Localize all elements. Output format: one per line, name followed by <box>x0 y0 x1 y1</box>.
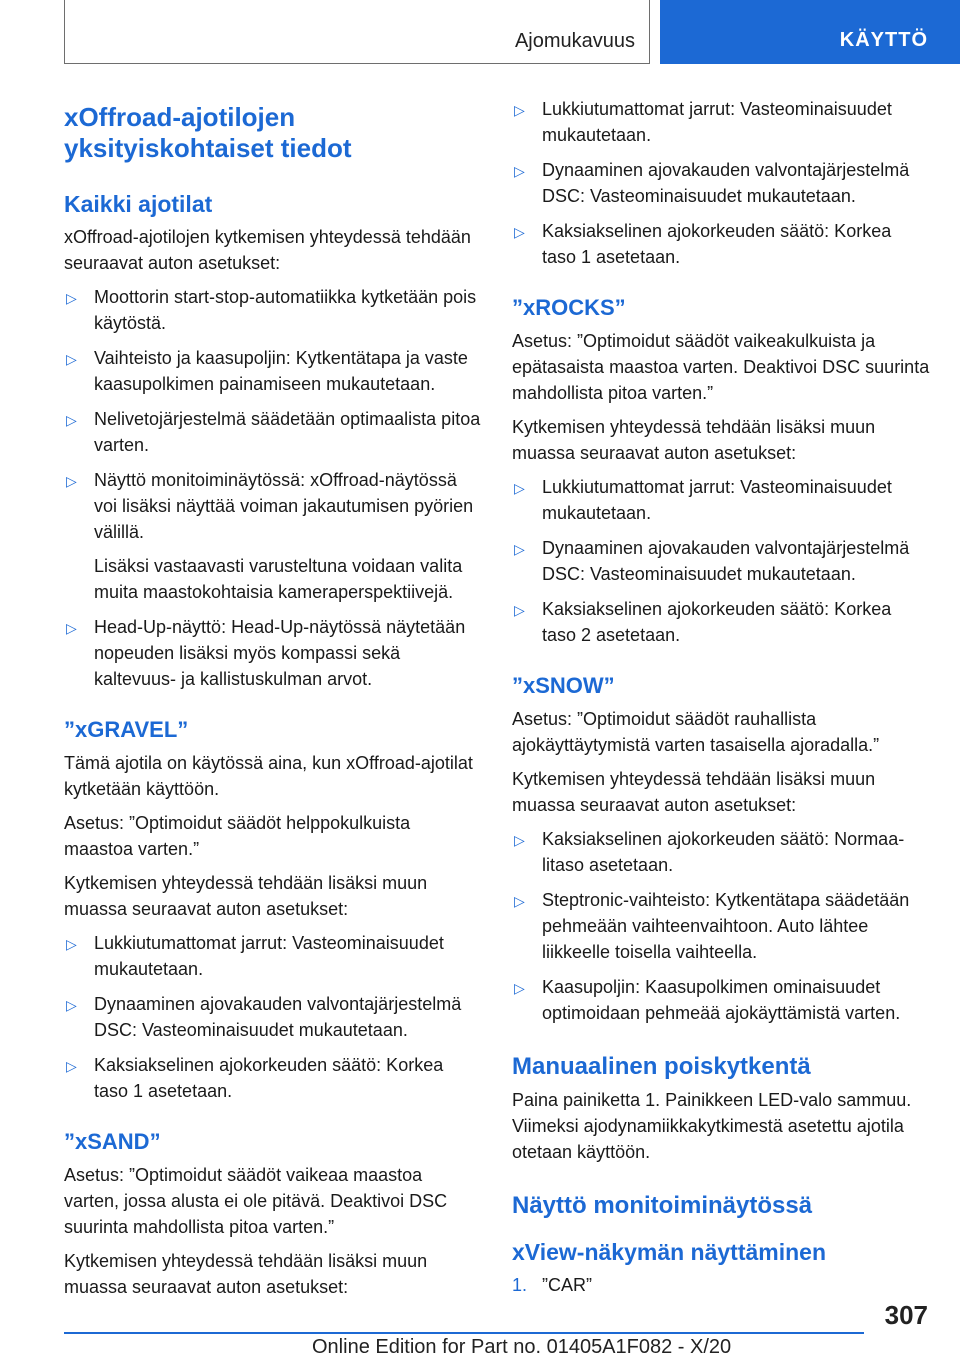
paragraph: Tämä ajotila on käytössä aina, kun xOffroad-ajotilat kytketään käyttöön. <box>64 753 473 799</box>
heading-display: Näyttö monitoiminäytössä <box>512 1192 813 1219</box>
triangle-bullet-icon: ▷ <box>514 832 525 848</box>
left-column <box>64 96 482 1308</box>
list-item <box>64 284 482 336</box>
list-item <box>64 467 482 605</box>
list-item-text: Lukkiutumattomat jarrut: Vasteominaisuudet mukautetaan. <box>542 477 892 523</box>
numbered-list <box>512 1272 930 1298</box>
page-number: 307 <box>884 1300 928 1330</box>
footer-edition: Online Edition for Part no. 01405A1F082 - X/20 <box>312 1336 732 1358</box>
paragraph: xOffroad-ajotilojen kytkemisen yhteydessä tehdään seuraavat auton asetukset: <box>64 227 471 273</box>
bullet-list <box>512 826 930 1026</box>
triangle-bullet-icon: ▷ <box>66 1058 77 1074</box>
footer-divider <box>64 1332 864 1334</box>
paragraph: Kytkemisen yhteydessä tehdään lisäksi muun muassa seuraavat auton asetukset: <box>512 769 876 815</box>
list-item <box>512 826 930 878</box>
heading-all-modes: Kaikki ajotilat <box>64 191 213 217</box>
triangle-bullet-icon: ▷ <box>66 997 77 1013</box>
heading-manual-off: Manuaalinen poiskytkentä <box>512 1053 811 1080</box>
list-item <box>64 930 482 982</box>
chapter-tab-label: KÄYTTÖ <box>839 29 928 51</box>
list-item-text: Kaksiakselinen ajokorkeuden säätö: Normaalitaso asetetaan. <box>542 829 905 875</box>
list-item-text: Dynaaminen ajovakauden valvontajärjestelmä DSC: Vasteominaisuudet mukautetaan. <box>542 160 910 206</box>
triangle-bullet-icon: ▷ <box>514 480 525 496</box>
triangle-bullet-icon: ▷ <box>514 224 525 240</box>
list-item-text: Lukkiutumattomat jarrut: Vasteominaisuudet mukautetaan. <box>542 99 892 145</box>
bullet-list <box>64 930 482 1104</box>
heading-xgravel: ”xGRAVEL” <box>64 717 189 742</box>
right-column <box>512 96 930 1298</box>
list-item-text: Nelivetojärjestelmä säädetään optimaalista pitoa varten. <box>94 409 481 455</box>
list-item <box>512 974 930 1026</box>
list-item <box>64 406 482 458</box>
paragraph: Kytkemisen yhteydessä tehdään lisäksi muun muassa seuraavat auton asetukset: <box>64 1251 428 1297</box>
heading-xview: xView-näkymän näyttäminen <box>512 1239 827 1265</box>
list-item-text: Näyttö monitoiminäytössä: xOffroad-näytössä voi lisäksi näyttää voiman jakautumisen pyörien välillä. <box>94 470 474 542</box>
paragraph: Kytkemisen yhteydessä tehdään lisäksi muun muassa seuraavat auton asetukset: <box>64 873 428 919</box>
list-item-text: Moottorin start-stop-automatiikka kytketään pois käytöstä. <box>94 287 477 333</box>
step-number: 1. <box>512 1275 528 1295</box>
paragraph: Asetus: ”Optimoidut säädöt helppokulkuista maastoa varten.” <box>64 813 411 859</box>
section-header-box <box>64 0 650 64</box>
paragraph: Asetus: ”Optimoidut säädöt vaikeaa maastoa varten, jossa alusta ei ole pitävä. Deaktivoi DSC suurinta mahdollista pitoa varten.” <box>64 1165 448 1237</box>
numbered-step <box>512 1272 930 1298</box>
triangle-bullet-icon: ▷ <box>66 473 77 489</box>
triangle-bullet-icon: ▷ <box>66 936 77 952</box>
bullet-list <box>512 96 930 270</box>
list-item-text: Kaksiakselinen ajokorkeuden säätö: Korkea taso 2 asetetaan. <box>542 599 892 645</box>
bullet-list <box>512 474 930 648</box>
list-item <box>64 991 482 1043</box>
list-item-text: Steptronic-vaihteisto: Kytkentätapa säädetään pehmeään vaihteenvaihtoon. Auto lähtee liikkeelle toisella vaihteella. <box>542 890 910 962</box>
list-item <box>64 1052 482 1104</box>
section-heading-xoffroad: xOffroad-ajotilojen yksityiskohtaiset tiedot <box>64 102 352 163</box>
triangle-bullet-icon: ▷ <box>514 102 525 118</box>
list-item <box>512 474 930 526</box>
triangle-bullet-icon: ▷ <box>514 541 525 557</box>
page-header <box>0 0 960 66</box>
chapter-tab[interactable] <box>660 0 960 64</box>
bullet-list <box>64 284 482 692</box>
paragraph: Asetus: ”Optimoidut säädöt rauhallista ajokäyttäytymistä varten tasaisella ajoradalla.” <box>512 709 880 755</box>
list-item <box>512 535 930 587</box>
list-item-text: Dynaaminen ajovakauden valvontajärjestelmä DSC: Vasteominaisuudet mukautetaan. <box>542 538 910 584</box>
list-item-text: Vaihteisto ja kaasupoljin: Kytkentätapa ja vaste kaasupolkimen painamiseen mukautetaan. <box>94 348 468 394</box>
list-item-text: Dynaaminen ajovakauden valvontajärjestelmä DSC: Vasteominaisuudet mukautetaan. <box>94 994 462 1040</box>
triangle-bullet-icon: ▷ <box>514 602 525 618</box>
triangle-bullet-icon: ▷ <box>514 163 525 179</box>
triangle-bullet-icon: ▷ <box>66 412 77 428</box>
list-item-text: Kaksiakselinen ajokorkeuden säätö: Korkea taso 1 asetetaan. <box>94 1055 444 1101</box>
list-item <box>64 345 482 397</box>
paragraph: Paina painiketta 1. Painikkeen LED-valo sammuu. Viimeksi ajodynamiikkakytkimestä asetettu ajotila otetaan käyttöön. <box>512 1090 912 1162</box>
list-item <box>512 218 930 270</box>
triangle-bullet-icon: ▷ <box>514 893 525 909</box>
paragraph: Asetus: ”Optimoidut säädöt vaikeakulkuista ja epätasaista maastoa varten. Deaktivoi DSC suurinta mahdollista pitoa varten.” <box>512 331 930 403</box>
list-item-extra: Lisäksi vastaavasti varusteltuna voidaan valita muita maastokohtaisia kameraperspektiivejä. <box>94 556 463 602</box>
triangle-bullet-icon: ▷ <box>66 290 77 306</box>
section-title: Ajomukavuus <box>514 30 635 52</box>
list-item <box>512 96 930 148</box>
step-text: ”CAR” <box>542 1275 592 1295</box>
list-item <box>512 157 930 209</box>
heading-xsnow: ”xSNOW” <box>512 673 615 698</box>
list-item <box>512 887 930 965</box>
triangle-bullet-icon: ▷ <box>66 620 77 636</box>
triangle-bullet-icon: ▷ <box>66 351 77 367</box>
list-item-text: Kaksiakselinen ajokorkeuden säätö: Korkea taso 1 asetetaan. <box>542 221 892 267</box>
list-item <box>512 596 930 648</box>
list-item-text: Head-Up-näyttö: Head-Up-näytössä näytetään nopeuden lisäksi myös kompassi sekä kaltevuus- ja kallistuskulman arvot. <box>94 617 466 689</box>
triangle-bullet-icon: ▷ <box>514 980 525 996</box>
heading-xsand: ”xSAND” <box>64 1129 161 1154</box>
list-item <box>64 614 482 692</box>
paragraph: Kytkemisen yhteydessä tehdään lisäksi muun muassa seuraavat auton asetukset: <box>512 417 876 463</box>
list-item-text: Lukkiutumattomat jarrut: Vasteominaisuudet mukautetaan. <box>94 933 444 979</box>
heading-xrocks: ”xROCKS” <box>512 295 626 320</box>
list-item-text: Kaasupoljin: Kaasupolkimen ominaisuudet optimoidaan pehmeää ajokäyttämistä varten. <box>542 977 901 1023</box>
